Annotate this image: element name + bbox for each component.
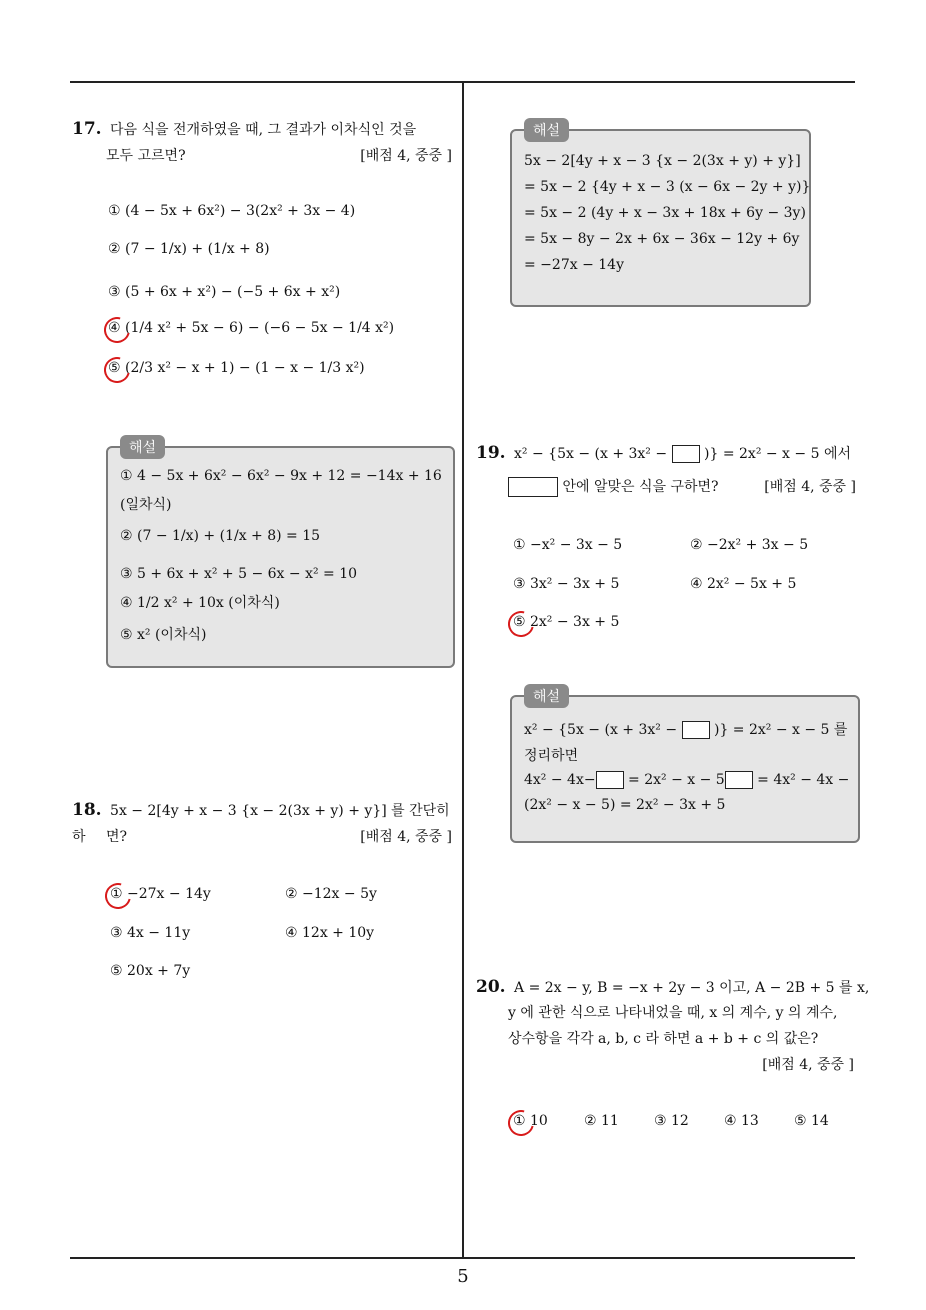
option-3[interactable]: ③ 12 [654, 1113, 689, 1129]
option-5[interactable]: ⑤ 20x + 7y [110, 963, 191, 979]
question-text: 모두 고르면? [106, 148, 186, 164]
option-3[interactable]: ③ 4x − 11y [110, 925, 191, 941]
question-text: 다음 식을 전개하였을 때, 그 결과가 이차식인 것을 [110, 122, 417, 138]
question-text: A = 2x − y, B = −x + 2y − 3 이고, A − 2B + 5 를 x, [514, 980, 870, 996]
solution-box [510, 123, 811, 307]
option-1[interactable]: ① −x² − 3x − 5 [513, 537, 623, 553]
answer-blank [596, 771, 624, 789]
question-text: 면? [106, 829, 128, 845]
solution-box [106, 440, 455, 668]
solution-line: ③ 5 + 6x + x² + 5 − 6x − x² = 10 [120, 566, 358, 582]
option-4[interactable]: ④ 13 [724, 1113, 759, 1129]
solution-line: ② (7 − 1/x) + (1/x + 8) = 15 [120, 528, 321, 544]
option-2[interactable]: ② 11 [584, 1113, 619, 1129]
solution-line: = 5x − 8y − 2x + 6x − 36x − 12y + 6y [524, 231, 800, 247]
solution-text: = 4x² − 4x − [752, 772, 850, 788]
option-5[interactable]: ⑤ 14 [794, 1113, 829, 1129]
option-3[interactable]: ③ (5 + 6x + x²) − (−5 + 6x + x²) [108, 284, 341, 300]
solution-line: (일차식) [120, 497, 172, 513]
solution-line: = 5x − 2 {4y + x − 3 (x − 6x − 2y + y)} [524, 179, 811, 195]
answer-mark-circle [99, 352, 135, 388]
solution-line: = −27x − 14y [524, 257, 624, 273]
option-4[interactable]: ④ 12x + 10y [285, 925, 375, 941]
question-number: 17. [72, 119, 102, 139]
question-number: 20. [476, 977, 506, 997]
question-text: )} = 2x² − x − 5 에서 [704, 446, 851, 462]
solution-text: x² − {5x − (x + 3x² − [524, 722, 678, 738]
solution-text: = 2x² − x − 5 [623, 772, 725, 788]
question-number: 18. [72, 800, 102, 820]
solution-line: ④ 1/2 x² + 10x (이차식) [120, 595, 280, 611]
solution-line [524, 719, 847, 739]
score-meta: [배점 4, 중중 ] [360, 829, 452, 845]
solution-line: ⑤ x² (이차식) [120, 627, 207, 643]
solution-text: )} = 2x² − x − 5 를 [713, 722, 848, 738]
question-20-meta-line [508, 1052, 854, 1078]
solution-line: 5x − 2[4y + x − 3 {x − 2(3x + y) + y}] [524, 153, 801, 169]
column-divider [462, 82, 464, 1257]
question-text: x² − {5x − (x + 3x² − [514, 446, 668, 462]
answer-blank [508, 477, 558, 497]
answer-mark-circle [503, 606, 539, 642]
question-20-stem [476, 974, 870, 1001]
solution-tag: 해설 [524, 684, 569, 708]
solution-line: = 5x − 2 (4y + x − 3x + 18x + 6y − 3y) [524, 205, 806, 221]
question-19-stem-line2 [508, 474, 856, 500]
solution-line: ① 4 − 5x + 6x² − 6x² − 9x + 12 = −14x + 16 [120, 468, 442, 484]
answer-mark-circle [99, 312, 135, 348]
option-2[interactable]: ② (7 − 1/x) + (1/x + 8) [108, 241, 270, 257]
option-5[interactable]: ⑤ 2x² − 3x + 5 [513, 614, 620, 630]
question-18-stem-line2 [106, 824, 452, 850]
solution-text: 4x² − 4x− [524, 772, 596, 788]
question-text: 5x − 2[4y + x − 3 {x − 2(3x + y) + y}] 를 간단히 하 [72, 803, 450, 845]
solution-line: 정리하면 [524, 748, 579, 764]
solution-tag: 해설 [120, 435, 165, 459]
question-17-stem [72, 116, 452, 143]
solution-tag: 해설 [524, 118, 569, 142]
score-meta: [배점 4, 중중 ] [764, 479, 856, 495]
solution-line: (2x² − x − 5) = 2x² − 3x + 5 [524, 797, 726, 813]
question-17-stem-line2 [106, 143, 452, 169]
score-meta: [배점 4, 중중 ] [762, 1057, 854, 1073]
question-number: 19. [476, 443, 506, 463]
answer-blank [725, 771, 753, 789]
answer-mark-circle [100, 878, 136, 914]
option-1[interactable]: ① 10 [513, 1113, 548, 1129]
question-text: y 에 관한 식으로 나타내었을 때, x 의 계수, y 의 계수, [508, 1005, 838, 1021]
page-number: 5 [457, 1266, 469, 1287]
answer-blank [672, 445, 700, 463]
option-3[interactable]: ③ 3x² − 3x + 5 [513, 576, 620, 592]
option-2[interactable]: ② −2x² + 3x − 5 [690, 537, 809, 553]
question-text: 상수항을 각각 a, b, c 라 하면 a + b + c 의 값은? [508, 1031, 819, 1047]
answer-mark-circle [503, 1105, 539, 1141]
option-2[interactable]: ② −12x − 5y [285, 886, 377, 902]
question-text: 안에 알맞은 식을 구하면? [562, 479, 719, 495]
option-1[interactable]: ① −27x − 14y [110, 886, 211, 902]
option-5[interactable]: ⑤ (2/3 x² − x + 1) − (1 − x − 1/3 x²) [108, 360, 365, 376]
option-4[interactable]: ④ (1/4 x² + 5x − 6) − (−6 − 5x − 1/4 x²) [108, 320, 395, 336]
solution-box [510, 689, 860, 843]
answer-blank [682, 721, 710, 739]
score-meta: [배점 4, 중중 ] [360, 148, 452, 164]
solution-line [524, 771, 849, 789]
option-4[interactable]: ④ 2x² − 5x + 5 [690, 576, 797, 592]
bottom-rule [70, 1257, 855, 1259]
option-1[interactable]: ① (4 − 5x + 6x²) − 3(2x² + 3x − 4) [108, 203, 356, 219]
question-19-stem [476, 440, 860, 467]
